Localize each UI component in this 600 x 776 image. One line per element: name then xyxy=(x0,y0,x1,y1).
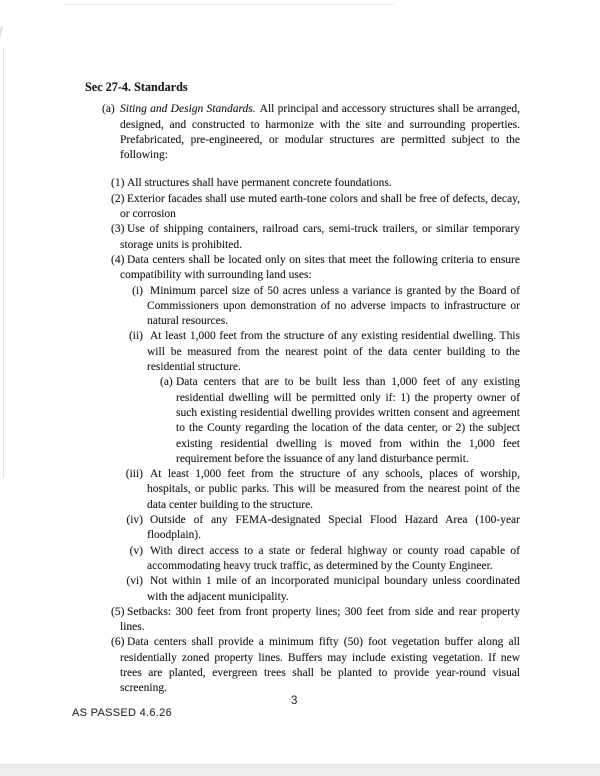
list-item-6 xyxy=(111,635,520,696)
list-item-4-iii xyxy=(125,467,520,513)
list-item-4-ii xyxy=(128,329,520,375)
list-item-5-label: (5) xyxy=(111,605,125,618)
list-item-4-i-label: (i) xyxy=(132,284,143,297)
list-item-4-iv-label: (iv) xyxy=(126,514,143,527)
list-item-4-iv-text: Outside of any FEMA-designated Special Flood Hazard Area (100-year floodplain). xyxy=(147,514,520,542)
list-item-4-text: Data centers shall be located only on sites that meet the following criteria to ensure compatibility with surrounding land uses: xyxy=(120,253,520,282)
paragraph-gap xyxy=(0,163,600,176)
list-item-3-text: Use of shipping containers, railroad cars, semi-truck trailers, or similar temporary storage units is prohibited. xyxy=(120,223,520,251)
list-item-6-label: (6) xyxy=(111,636,125,649)
list-item-4-ii-a-label: (a) xyxy=(160,376,173,389)
list-item-5-text: Setbacks: 300 feet from front property lines; 300 feet from side and rear property lines. xyxy=(120,605,520,634)
list-item-6-text: Data centers shall provide a minimum fifty (50) foot vegetation buffer along all residentially zoned property lines. Buffers may include existing vegetation. If new trees are planted, evergreen trees shall be planted to provide year-round visual screening. xyxy=(120,636,520,695)
list-item-3-label: (3) xyxy=(111,223,125,236)
list-item-3 xyxy=(111,222,520,253)
list-item-4-iv xyxy=(126,513,520,544)
list-item-2-label: (2) xyxy=(111,192,125,205)
list-item-1 xyxy=(111,176,520,191)
list-item-2 xyxy=(111,192,520,223)
list-item-4 xyxy=(111,253,520,284)
list-item-4-iii-label: (iii) xyxy=(125,468,143,481)
item-a xyxy=(102,102,520,163)
section-heading: Sec 27-4. Standards xyxy=(85,80,188,94)
list-item-4-ii-text: At least 1,000 feet from the structure of any existing residential dwelling. This will be measured from the nearest point of the data center building to the residential structure. xyxy=(147,330,520,374)
list-item-4-v-label: (v) xyxy=(129,544,143,557)
list-item-4-vi xyxy=(126,574,520,605)
list-item-4-i xyxy=(132,284,520,330)
list-item-4-ii-a-text: Data centers that are to be built less than 1,000 feet of any existing residential dwelling will be permitted only if: 1) the property owner of such existing residential dwelling provides written consent and agreement to the County regarding the location of the data center, or 2) the subject existing residential dwelling is moved from within the 1,000 feet requirement before the issuance of any land disturbance permit. xyxy=(176,376,520,465)
item-a-title: Siting and Design Standards. xyxy=(120,103,256,116)
list-item-4-v-text: With direct access to a state or federal highway or county road capable of accommodating heavy truck traffic, as determined by the County Engineer. xyxy=(147,544,520,572)
list-item-4-vi-text: Not within 1 mile of an incorporated municipal boundary unless coordinated with the adjacent municipality. xyxy=(147,575,520,603)
scan-artifact-bottom-band xyxy=(0,764,600,776)
list-item-4-ii-label: (ii) xyxy=(128,330,143,343)
list-item-5 xyxy=(111,605,520,636)
list-item-2-text: Exterior facades shall use muted earth-tone colors and shall be free of defects, decay, or corrosion xyxy=(120,192,520,221)
item-a-label: (a) xyxy=(102,103,115,116)
list-item-4-ii-a xyxy=(160,375,520,467)
page-number: 3 xyxy=(291,695,298,707)
list-item-4-iii-text: At least 1,000 feet from the structure of any schools, places of worship, hospitals, or public parks. This will be measured from the nearest point of the data center building to the structure. xyxy=(147,468,520,511)
list-item-1-text: All structures shall have permanent concrete foundations. xyxy=(127,177,392,190)
list-item-4-label: (4) xyxy=(111,253,125,266)
list-item-4-i-text: Minimum parcel size of 50 acres unless a variance is granted by the Board of Commissioners upon demonstration of no adverse impacts to infrastructure or natural resources. xyxy=(147,284,520,328)
item-a-text: All principal and accessory structures shall be arranged, designed, and constructed to harmonize with the site and surrounding properties. Prefabricated, pre-engineered, or modular structures are permitted subject to the following: xyxy=(120,103,520,162)
as-passed-stamp: AS PASSED 4.6.26 xyxy=(72,707,172,719)
list-item-4-vi-label: (vi) xyxy=(126,575,143,588)
list-item-1-label: (1) xyxy=(111,177,125,190)
list-item-4-v xyxy=(129,544,520,575)
